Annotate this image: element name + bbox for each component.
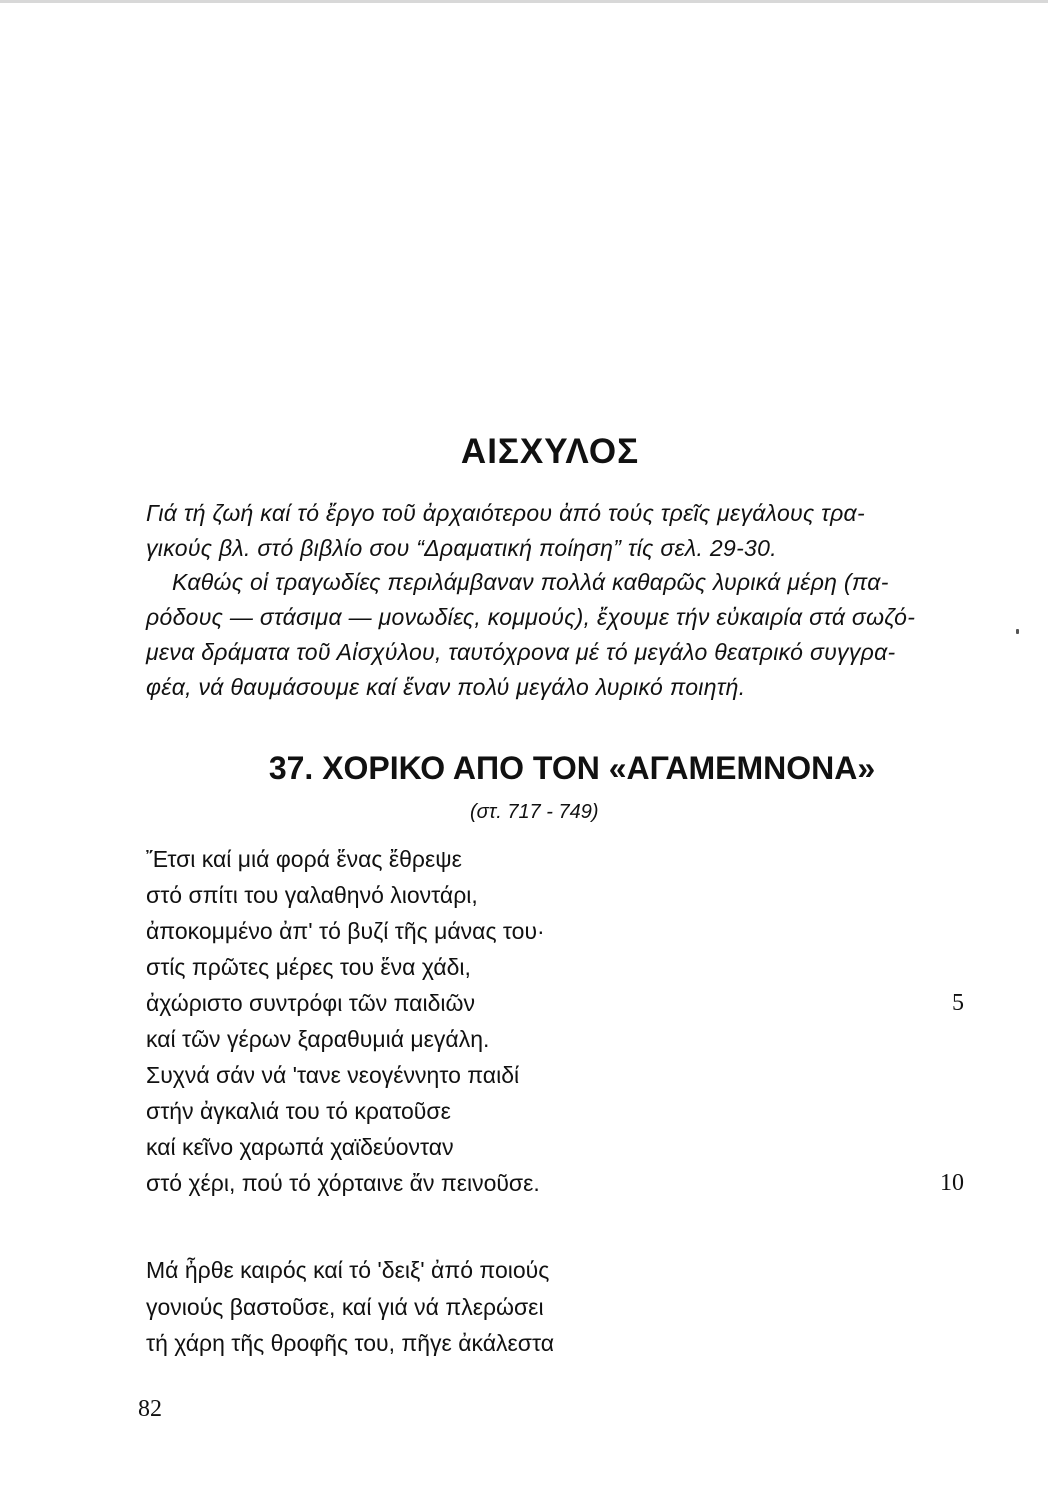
- poem-line: [146, 1093, 976, 1129]
- poem-line: [146, 877, 976, 913]
- poem-line-text: ἀχώριστο συντρόφι τῶν παιδιῶν: [146, 990, 475, 1016]
- poem-line-text: γονιούς βαστοῦσε, καί γιά νά πλερώσει: [146, 1293, 544, 1320]
- poem-line-text: στό σπίτι του γαλαθηνό λιοντάρι,: [146, 882, 478, 908]
- page-number: 82: [138, 1396, 162, 1422]
- margin-mark: [1016, 629, 1019, 634]
- line-number: 5: [952, 990, 964, 1016]
- poem-line: [146, 1289, 976, 1326]
- intro-line: γικούς βλ. στό βιβλίο σου “Δραματική ποίηση” τίς σελ. 29-30.: [146, 534, 777, 561]
- poem-line: [146, 1165, 976, 1201]
- intro-text: [146, 496, 976, 704]
- poem-line: [146, 1252, 976, 1289]
- poem-line-text: Ἔτσι καί μιά φορά ἕνας ἔθρεψε: [146, 846, 462, 872]
- poem-line-text: στήν ἀγκαλιά του τό κρατοῦσε: [146, 1098, 451, 1124]
- poem-line-text: Συχνά σάν νά 'τανε νεογέννητο παιδί: [146, 1062, 520, 1088]
- poem-line: [146, 949, 976, 985]
- poem-line-text: στό χέρι, πού τό χόρταινε ἄν πεινοῦσε.: [146, 1170, 540, 1196]
- intro-line: φέα, νά θαυμάσουμε καί ἕναν πολύ μεγάλο λυρικό ποιητή.: [146, 673, 746, 700]
- poem-line: [146, 841, 976, 877]
- poem-line: [146, 1021, 976, 1057]
- poem-line: [146, 1129, 976, 1165]
- verse-reference: (στ. 717 - 749): [470, 801, 599, 823]
- intro-paragraph-1: [146, 496, 976, 565]
- poem-line: [146, 1057, 976, 1093]
- poem-line-text: Μά ἦρθε καιρός καί τό 'δειξ' ἀπό ποιούς: [146, 1257, 550, 1283]
- intro-line: Καθώς οἱ τραγωδίες περιλάμβαναν πολλά καθαρῶς λυρικά μέρη (πα-: [172, 569, 889, 596]
- poem-stanza-2: [146, 1252, 976, 1362]
- poem-stanza-1: [146, 841, 976, 1201]
- poem-title: 37. ΧΟΡΙΚΟ ΑΠΟ ΤΟΝ «ΑΓΑΜΕΜΝΟΝΑ»: [268, 750, 876, 786]
- chapter-title: ΑΙΣΧΥΛΟΣ: [460, 432, 640, 471]
- poem-line: [146, 913, 976, 949]
- poem-line-text: καί κεῖνο χαρωπά χαϊδεύονταν: [146, 1134, 454, 1160]
- poem-line-text: ἀποκομμένο ἀπ' τό βυζί τῆς μάνας του·: [146, 918, 545, 944]
- poem-line-text: τή χάρη τῆς θροφῆς του, πῆγε ἀκάλεστα: [146, 1330, 555, 1356]
- poem-line-text: στίς πρῶτες μέρες του ἕνα χάδι,: [146, 954, 471, 980]
- intro-paragraph-2: [146, 565, 976, 704]
- poem-line: [146, 1325, 976, 1362]
- line-number: 10: [940, 1170, 964, 1196]
- intro-line: ρόδους — στάσιμα — μονωδίες, κομμούς), ἔχουμε τήν εὐκαιρία στά σωζό-: [146, 604, 916, 631]
- intro-line: μενα δράματα τοῦ Αἰσχύλου, ταυτόχρονα μέ τό μεγάλο θεατρικό συγγρα-: [146, 638, 896, 665]
- poem-line: [146, 985, 976, 1021]
- page-top-edge: [0, 0, 1048, 3]
- poem-line-text: καί τῶν γέρων ξαραθυμιά μεγάλη.: [146, 1026, 490, 1052]
- intro-line: Γιά τή ζωή καί τό ἔργο τοῦ ἀρχαιότερου ἀπό τούς τρεῖς μεγάλους τρα-: [146, 500, 865, 526]
